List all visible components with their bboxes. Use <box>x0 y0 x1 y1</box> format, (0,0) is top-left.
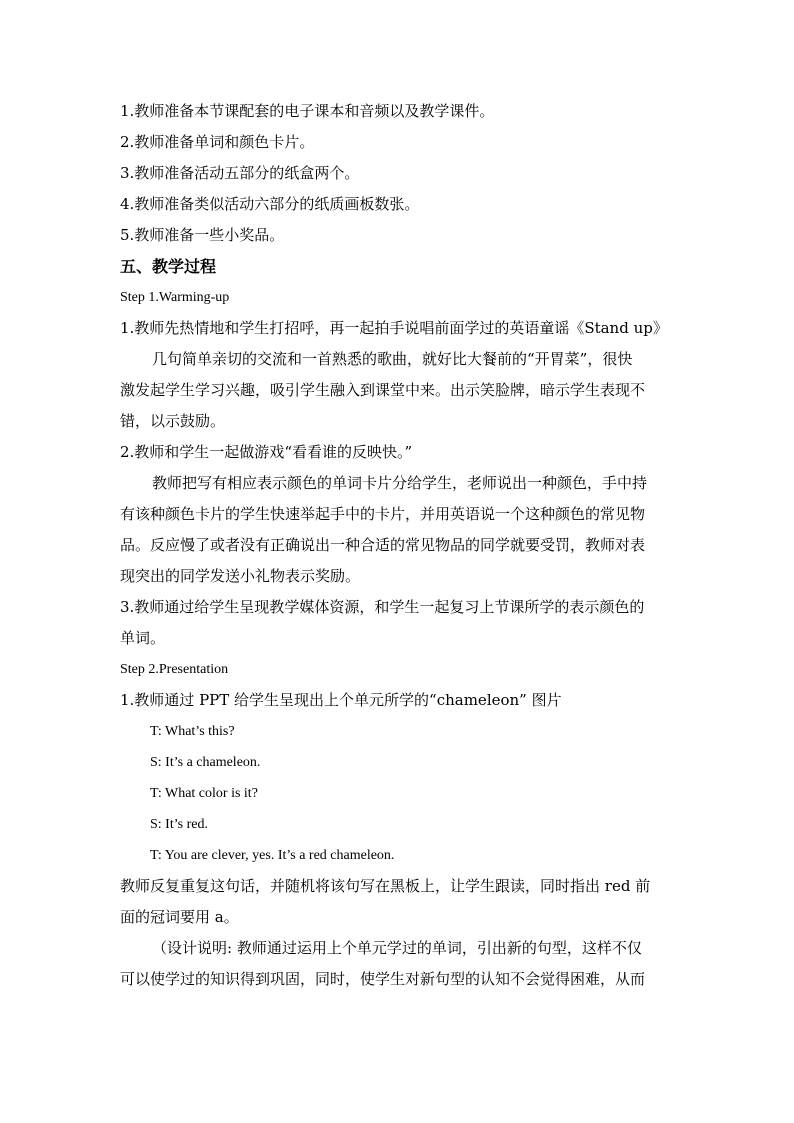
step1-item1-line1: 1.教师先热情地和学生打招呼，再一起拍手说唱前面学过的英语童谣《Stand up》 <box>120 319 668 337</box>
step1-item1-line4: 错，以示鼓励。 <box>120 412 226 430</box>
step2-title: Step 2.Presentation <box>120 662 229 677</box>
design-note-line1: （设计说明: 教师通过运用上个单元学过的单词，引出新的句型，这样不仅 <box>152 939 642 957</box>
prep-item-5: 5.教师准备一些小奖品。 <box>120 226 285 244</box>
document-page <box>120 96 680 995</box>
dialog-line-1: T: What’s this? <box>150 724 235 739</box>
step2-after-line2: 面的冠词要用 a。 <box>120 908 239 926</box>
prep-item-2: 2.教师准备单词和颜色卡片。 <box>120 133 315 151</box>
dialog-line-2: S: It’s a chameleon. <box>150 755 261 770</box>
step1-item3-line1: 3.教师通过给学生呈现教学媒体资源，和学生一起复习上节课所学的表示颜色的 <box>120 598 645 616</box>
step2-item1: 1.教师通过 PPT 给学生呈现出上个单元所学的“chameleon” 图片 <box>120 691 562 709</box>
step1-item2-line2: 教师把写有相应表示颜色的单词卡片分给学生，老师说出一种颜色，手中持 <box>152 474 648 492</box>
dialog-line-3: T: What color is it? <box>150 786 258 801</box>
prep-item-4: 4.教师准备类似活动六部分的纸质画板数张。 <box>120 195 420 213</box>
step1-item1-line3: 激发起学生学习兴趣，吸引学生融入到课堂中来。出示笑脸牌，暗示学生表现不 <box>120 381 646 399</box>
step1-item2-line1: 2.教师和学生一起做游戏“看看谁的反映快。” <box>120 443 413 461</box>
step2-after-line1: 教师反复重复这句话，并随机将该句写在黑板上，让学生跟读，同时指出 red 前 <box>120 877 651 895</box>
step1-item2-line5: 现突出的同学发送小礼物表示奖励。 <box>120 567 361 585</box>
dialog-line-5: T: You are clever, yes. It’s a red chameleon. <box>150 848 395 863</box>
section-heading: 五、教学过程 <box>120 257 217 276</box>
prep-item-3: 3.教师准备活动五部分的纸盒两个。 <box>120 164 360 182</box>
dialog-line-4: S: It’s red. <box>150 817 208 832</box>
step1-item2-line4: 品。反应慢了或者没有正确说出一种合适的常见物品的同学就要受罚，教师对表 <box>120 536 646 554</box>
step1-item2-line3: 有该种颜色卡片的学生快速举起手中的卡片，并用英语说一个这种颜色的常见物 <box>120 505 646 523</box>
step1-title: Step 1.Warming-up <box>120 290 230 305</box>
step1-item1-line2: 几句简单亲切的交流和一首熟悉的歌曲，就好比大餐前的“开胃菜”，很快 <box>152 350 633 368</box>
design-note-line2: 可以使学过的知识得到巩固，同时，使学生对新句型的认知不会觉得困难，从而 <box>120 970 646 988</box>
step1-item3-line2: 单词。 <box>120 629 166 647</box>
prep-item-1: 1.教师准备本节课配套的电子课本和音频以及教学课件。 <box>120 102 495 120</box>
